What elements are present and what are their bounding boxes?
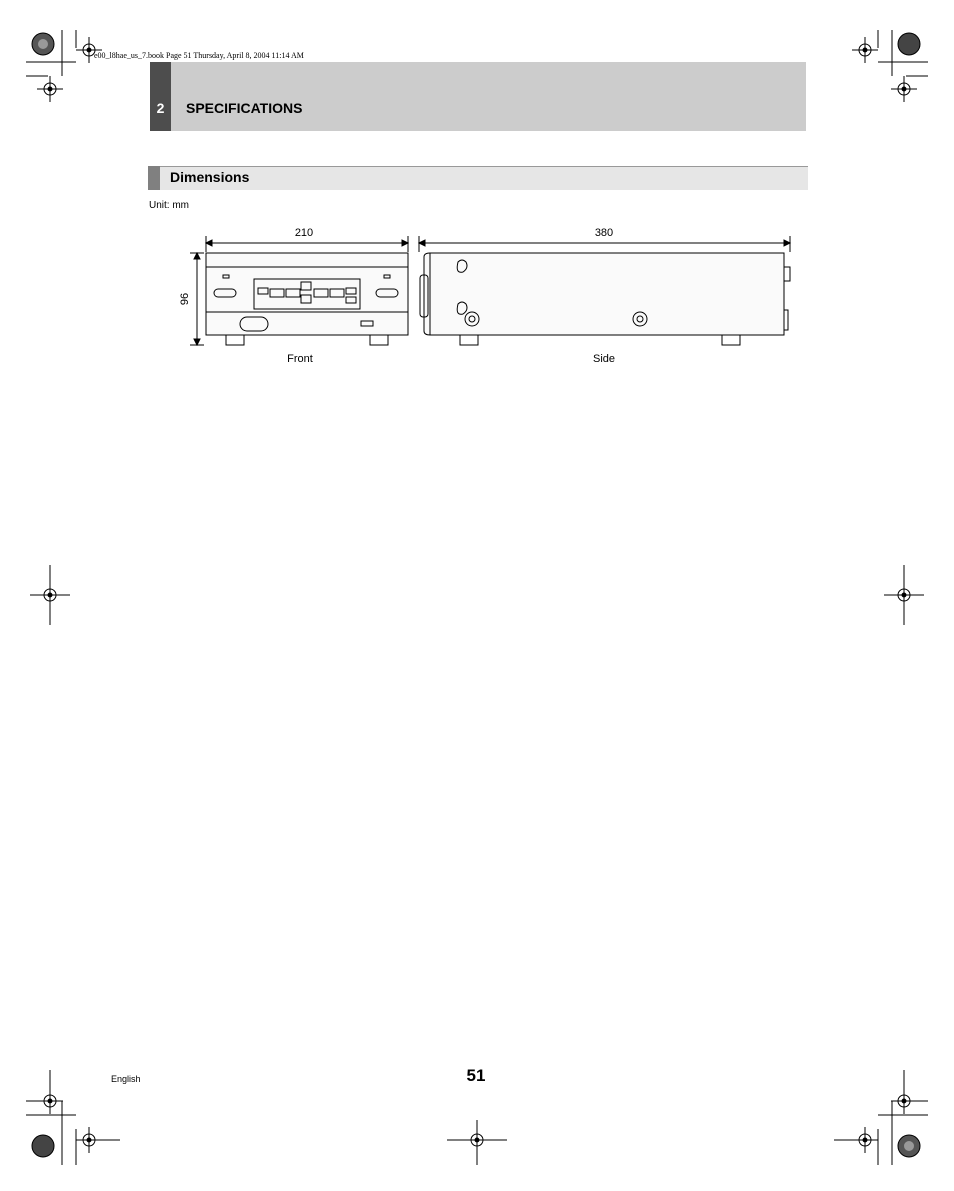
chapter-number-box [150, 62, 171, 131]
chapter-number: 2 [156, 100, 165, 116]
side-view-drawing [412, 232, 792, 362]
front-width-label: 210 [294, 227, 314, 239]
front-caption: Front [287, 353, 313, 365]
side-caption: Side [592, 353, 616, 365]
page-number: 51 [466, 1066, 486, 1085]
section-tab-marker [148, 166, 160, 190]
unit-label: Unit: mm [149, 200, 189, 211]
chapter-header-bar [150, 62, 806, 131]
chapter-title: SPECIFICATIONS [186, 100, 303, 116]
front-height-label: 96 [179, 292, 191, 306]
section-title: Dimensions [170, 169, 250, 185]
footer-language: English [111, 1074, 141, 1084]
side-depth-label: 380 [594, 227, 614, 239]
front-view-drawing [180, 232, 420, 362]
file-info: e00_l8hae_us_7.book Page 51 Thursday, April 8, 2004 11:14 AM [94, 51, 304, 60]
